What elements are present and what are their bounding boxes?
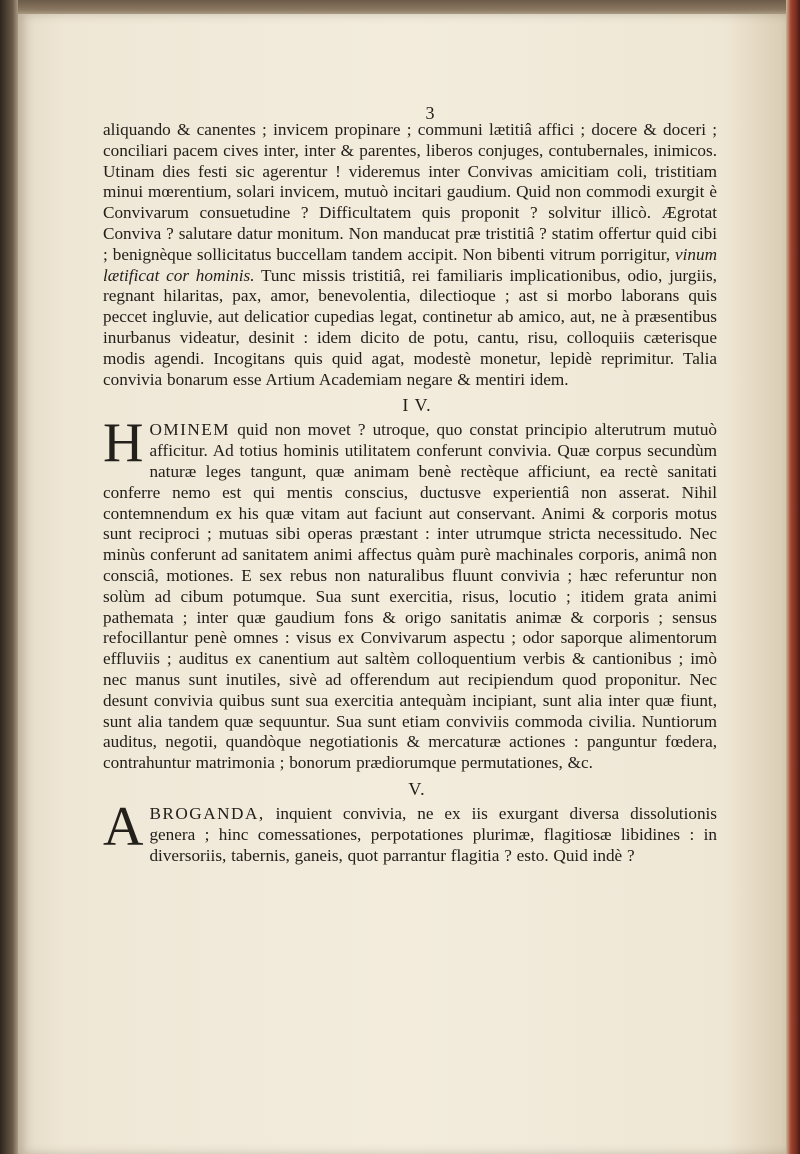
page-text xyxy=(103,102,717,866)
page-number: 3 xyxy=(425,103,435,123)
section-v-heading: V. xyxy=(408,778,426,799)
section-iii-text-cont: Tunc missis tristitiâ, rei familiaris implicationibus, odio, jurgiis, regnant hilaritas, pax, amor, benevolentia, dilectioque ; ast si morbo laborans quis peccet ingluvie, aut delicatior cupedias legat, continetur ab amico, aut, ne à præsentibus inurbanus videatur, desinit : idem dicito de potu, cantu, risu, colloquiis cæterisque modis agendi. Incogitans quis quid agat, modestè monetur, lepidè reprimitur. Talia convivia bonarum esse Artium Academiam negare & mentiri idem. xyxy=(103,265,717,389)
section-iii-text: aliquando & canentes ; invicem propinare ; communi lætitiâ affici ; docere & doceri ; conciliari pacem cives inter, inter & parentes, liberos conjuges, contubernales, inimicos. Utinam dies festi sic agerentur ! videremus inter Convivas amicitiam coli, tristitiam minui mœrentium, solari invicem, mutuò incitari gaudium. Quid non commodi exurgit è Convivarum consuetudine ? Difficultatem quis proponit ? solvitur illicò. Ægrotat Conviva ? salutare datur monitum. Non manducat præ tristitiâ ? statim offertur quid cibi ; benignèque sollicitatus buccellam tandem accipit. Non bibenti vitrum porrigitur, xyxy=(103,120,717,264)
section-iv-text: quid non movet ? utroque, quo constat principio alterutrum mutuò afficitur. Ad totius hominis utilitatem conferunt convivia. Quæ corpus secundùm naturæ leges tangunt, quæ animam benè rectèque afficiunt, ea rectè sanitati conferre nemo est qui mentis conscius, ductusve experientiâ non asserat. Nihil contemnendum ex his quæ vitam aut faciunt aut conservant. Animi & corporis motus sunt reciproci ; mutuas sibi operas præstant : inter utrumque stricta necessitudo. Nec minùs conferunt ad sanitatem animi affectus quàm purè machinales corporis, animâ non consciâ, motiones. E sex rebus non naturalibus fluunt convivia ; hæc referuntur non solùm ad cibum potumque. Sua sunt exercitia, risus, locutio ; itidem grata animi pathemata ; inter quæ gaudium fons & origo sanitatis animæ & corporis ; sensus refocillantur penè omnes : visus ex Convivarum aspectu ; odor saporque alimentorum effluviis ; auditus ex canentium aut saltèm colloquentium verbis & cantionibus ; imò nec manus sunt inutiles, sivè ad offerendum aut recipiendum quod proponitur. Nec desunt convivia quibus sunt sua exercitia antequàm incipiant, sunt alia inter quæ fiunt, sunt alia tandem quæ sequuntur. Sua sunt etiam conviviis commoda civilia. Nuntiorum auditus, negotii, quandòque negotiationis & mercaturæ actiones : panguntur fœdera, contrahuntur matrimonia ; bonorum prædiorumque permutationes, &c. xyxy=(103,420,717,773)
book-cover-edge xyxy=(786,0,800,1154)
section-iii-paragraph xyxy=(103,120,717,390)
section-iv-lead-word: OMINEM xyxy=(149,420,231,440)
section-iv-drop-cap: H xyxy=(103,412,144,475)
section-iii-quote: vinum lætificat cor hominis. xyxy=(103,244,718,285)
section-iv-paragraph xyxy=(103,412,717,774)
book-spine-shadow xyxy=(0,0,18,1154)
section-v-text: inquient convivia, ne ex iis exurgant diversa dissolutionis genera ; hinc comessationes, perpotationes plurimæ, flagitiosæ libidines : in diversoriis, tabernis, ganeis, quot parrantur flagitia ? esto. Quid indè ? xyxy=(149,803,717,865)
section-iv-heading: I V. xyxy=(402,395,432,416)
section-v-paragraph xyxy=(103,795,717,866)
section-v-lead-word: BROGANDA, xyxy=(149,803,265,823)
page-paper xyxy=(18,14,786,1154)
section-v-drop-cap: A xyxy=(103,795,144,858)
